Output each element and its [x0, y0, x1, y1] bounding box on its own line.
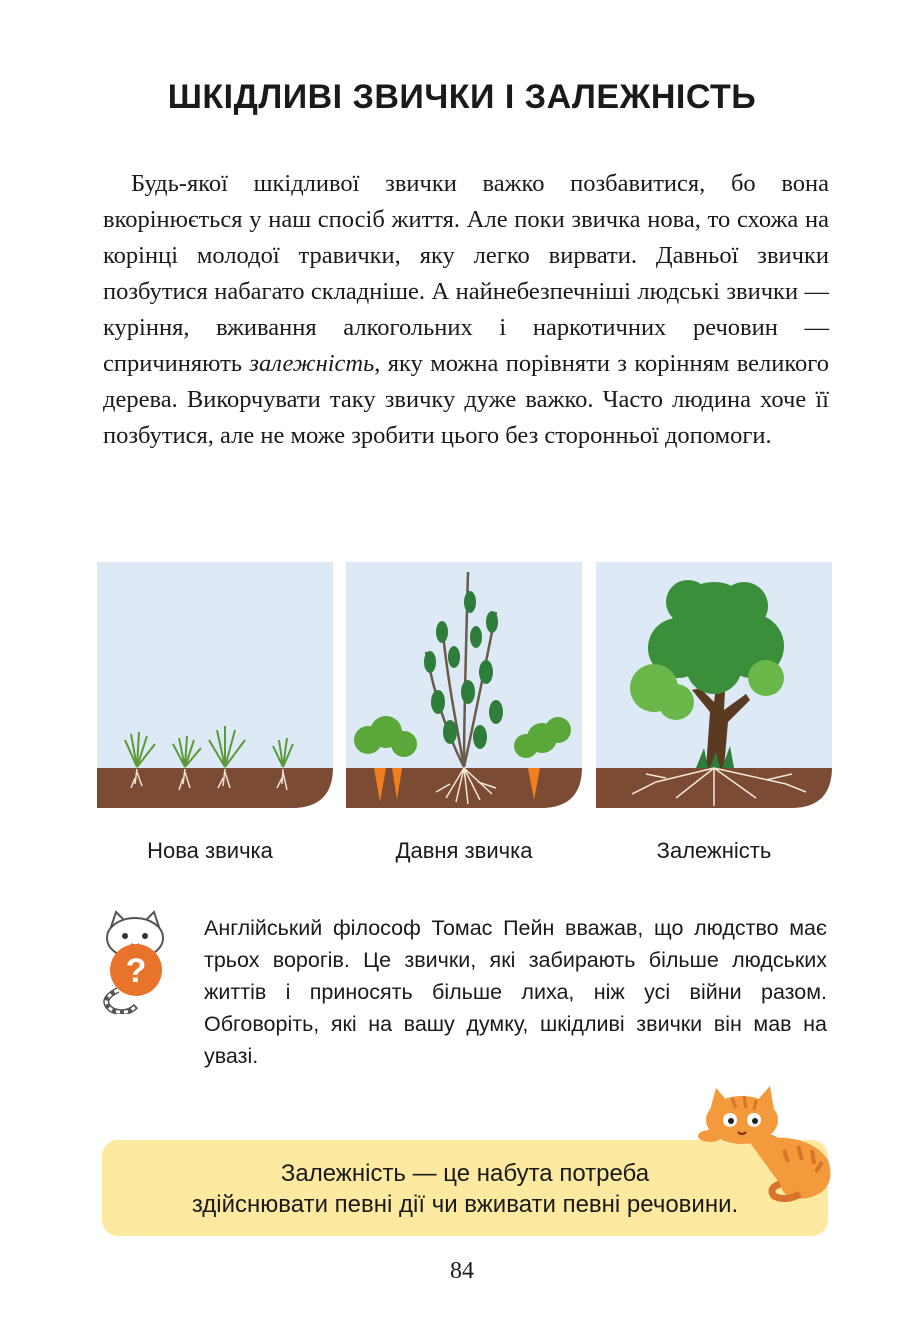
- tree-icon: [596, 562, 832, 808]
- main-paragraph: [103, 166, 829, 454]
- definition-line-1: Залежність — це набута потреба: [280, 1160, 650, 1187]
- young-grass-icon: [97, 562, 333, 808]
- question-cat-icon: [96, 910, 176, 1014]
- page-number: 84: [450, 1258, 474, 1284]
- page-title: ШКІДЛИВІ ЗВИЧКИ І ЗАЛЕЖНІСТЬ: [167, 78, 757, 116]
- caption-addiction: Залежність: [656, 838, 772, 863]
- young-grass-illustration: [97, 562, 333, 808]
- caption-old-habit: Давня звичка: [395, 838, 533, 863]
- bush-illustration: [346, 562, 582, 808]
- paragraph-part-1: Будь-якої шкідливої звички важко позбавитися, бо вона вкорінюється у наш спосіб життя. Але поки звичка нова, то схожа на корінці молодої травички, яку легко вирвати. Давньої звички позбутися набагато складніше. А найнебезпечніші людські звички — куріння, вживання алкогольних і наркотичних речовин — спричиняють: [103, 170, 829, 377]
- paragraph-part-2: , яку можна порівняти з корінням великого дерева. Викорчувати таку звичку дуже важко. Часто людина хоче її позбутися, але не може зробити цього без сторонньої допомоги.: [103, 350, 829, 449]
- paragraph-italic-term: залежність: [249, 350, 375, 377]
- bush-icon: [346, 562, 582, 808]
- discussion-question: Англійський філософ Томас Пейн вважав, що людство має трьох ворогів. Це звички, які забирають більше людських життів і приносять більше лиха, ніж усі війни разом. Обговоріть, які на вашу думку, шкідливі звички він мав на увазі.: [204, 916, 827, 1068]
- tree-illustration: [596, 562, 832, 808]
- caption-new-habit: Нова звичка: [147, 838, 273, 863]
- svg-text:?: ?: [125, 952, 147, 990]
- orange-cat-icon: [688, 1080, 838, 1204]
- definition-line-2: здійснювати певні дії чи вживати певні речовини.: [191, 1191, 739, 1218]
